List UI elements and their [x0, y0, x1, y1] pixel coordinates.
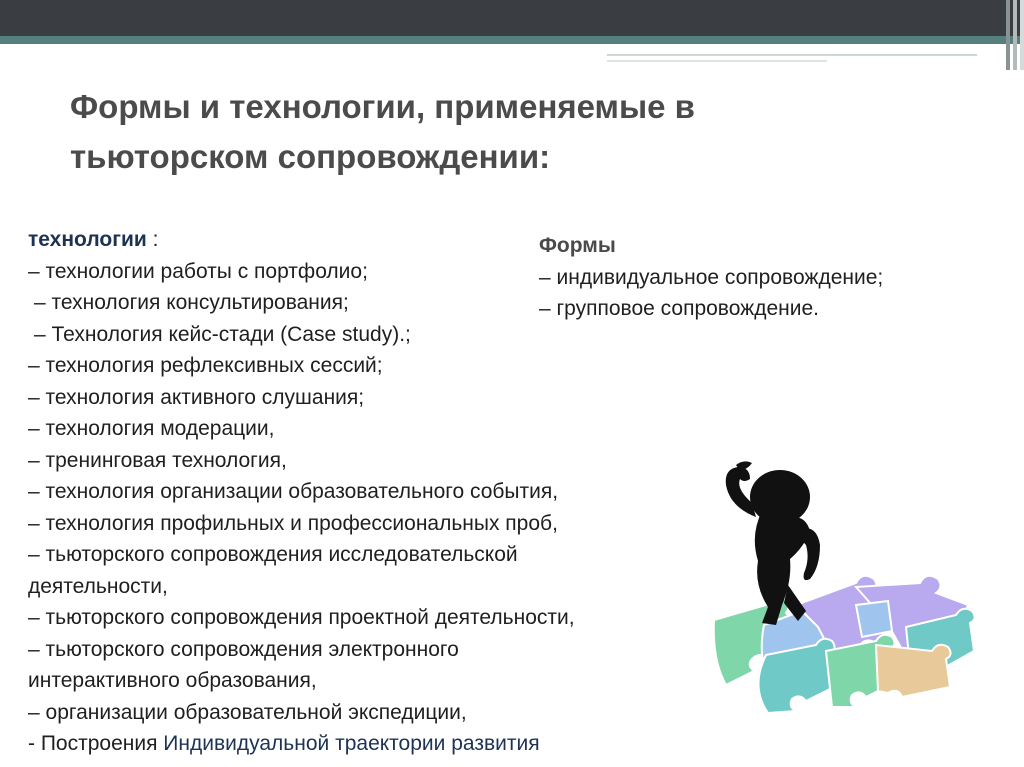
technology-item: – технология организации образовательного события,: [28, 480, 559, 503]
technology-item: – тренинговая технология,: [28, 448, 287, 472]
technology-item: – технология профильных и профессиональных проб,: [28, 511, 558, 535]
technology-item: – тьюторского сопровождения проектной деятельности,: [28, 606, 575, 629]
technology-item: – технология рефлексивных сессий;: [28, 354, 383, 377]
technology-item: – технология активного слушания;: [28, 385, 365, 409]
technology-item: – тьюторского сопровождения исследовательской деятельности,: [28, 543, 518, 598]
technologies-list: [28, 256, 718, 760]
technologies-heading-colon: :: [146, 228, 159, 251]
forms-heading: Формы: [539, 234, 616, 257]
slide-title-line-2: тьюторском сопровождении:: [70, 138, 551, 175]
slide-title-line-1: Формы и технологии, применяемые в: [70, 88, 695, 125]
puzzle-pieces: [714, 576, 975, 713]
thinking-person-on-puzzle-icon: [706, 455, 982, 715]
forms-section: [539, 230, 999, 325]
forms-list: [539, 262, 999, 325]
slide-title: [70, 82, 830, 182]
technology-item: – тьюторского сопровождения электронного интерактивного образования,: [28, 637, 459, 692]
header-bar: [0, 0, 1024, 36]
header-side-stripes: [996, 0, 1024, 70]
technology-item: – технологии работы с портфолио;: [28, 259, 368, 283]
header-divider-line: [607, 54, 977, 56]
technologies-heading: технологии: [28, 228, 147, 251]
technology-item-last-prefix: - Построения: [28, 732, 164, 755]
technology-item-last-accent: Индивидуальной траектории развития: [163, 732, 540, 755]
form-item: – индивидуальное сопровождение;: [539, 265, 884, 289]
technology-item: – организации образовательной экспедиции,: [28, 700, 467, 724]
technology-item: – Технология кейс-стади (Case study).;: [34, 322, 411, 346]
form-item: – групповое сопровождение.: [539, 297, 819, 320]
header-accent-band: [0, 36, 1024, 44]
technology-item: – технология консультирования;: [34, 291, 349, 314]
header-divider-line-short: [607, 60, 827, 62]
technology-item-last: [28, 728, 718, 760]
technology-item: – технология модерации,: [28, 417, 275, 440]
